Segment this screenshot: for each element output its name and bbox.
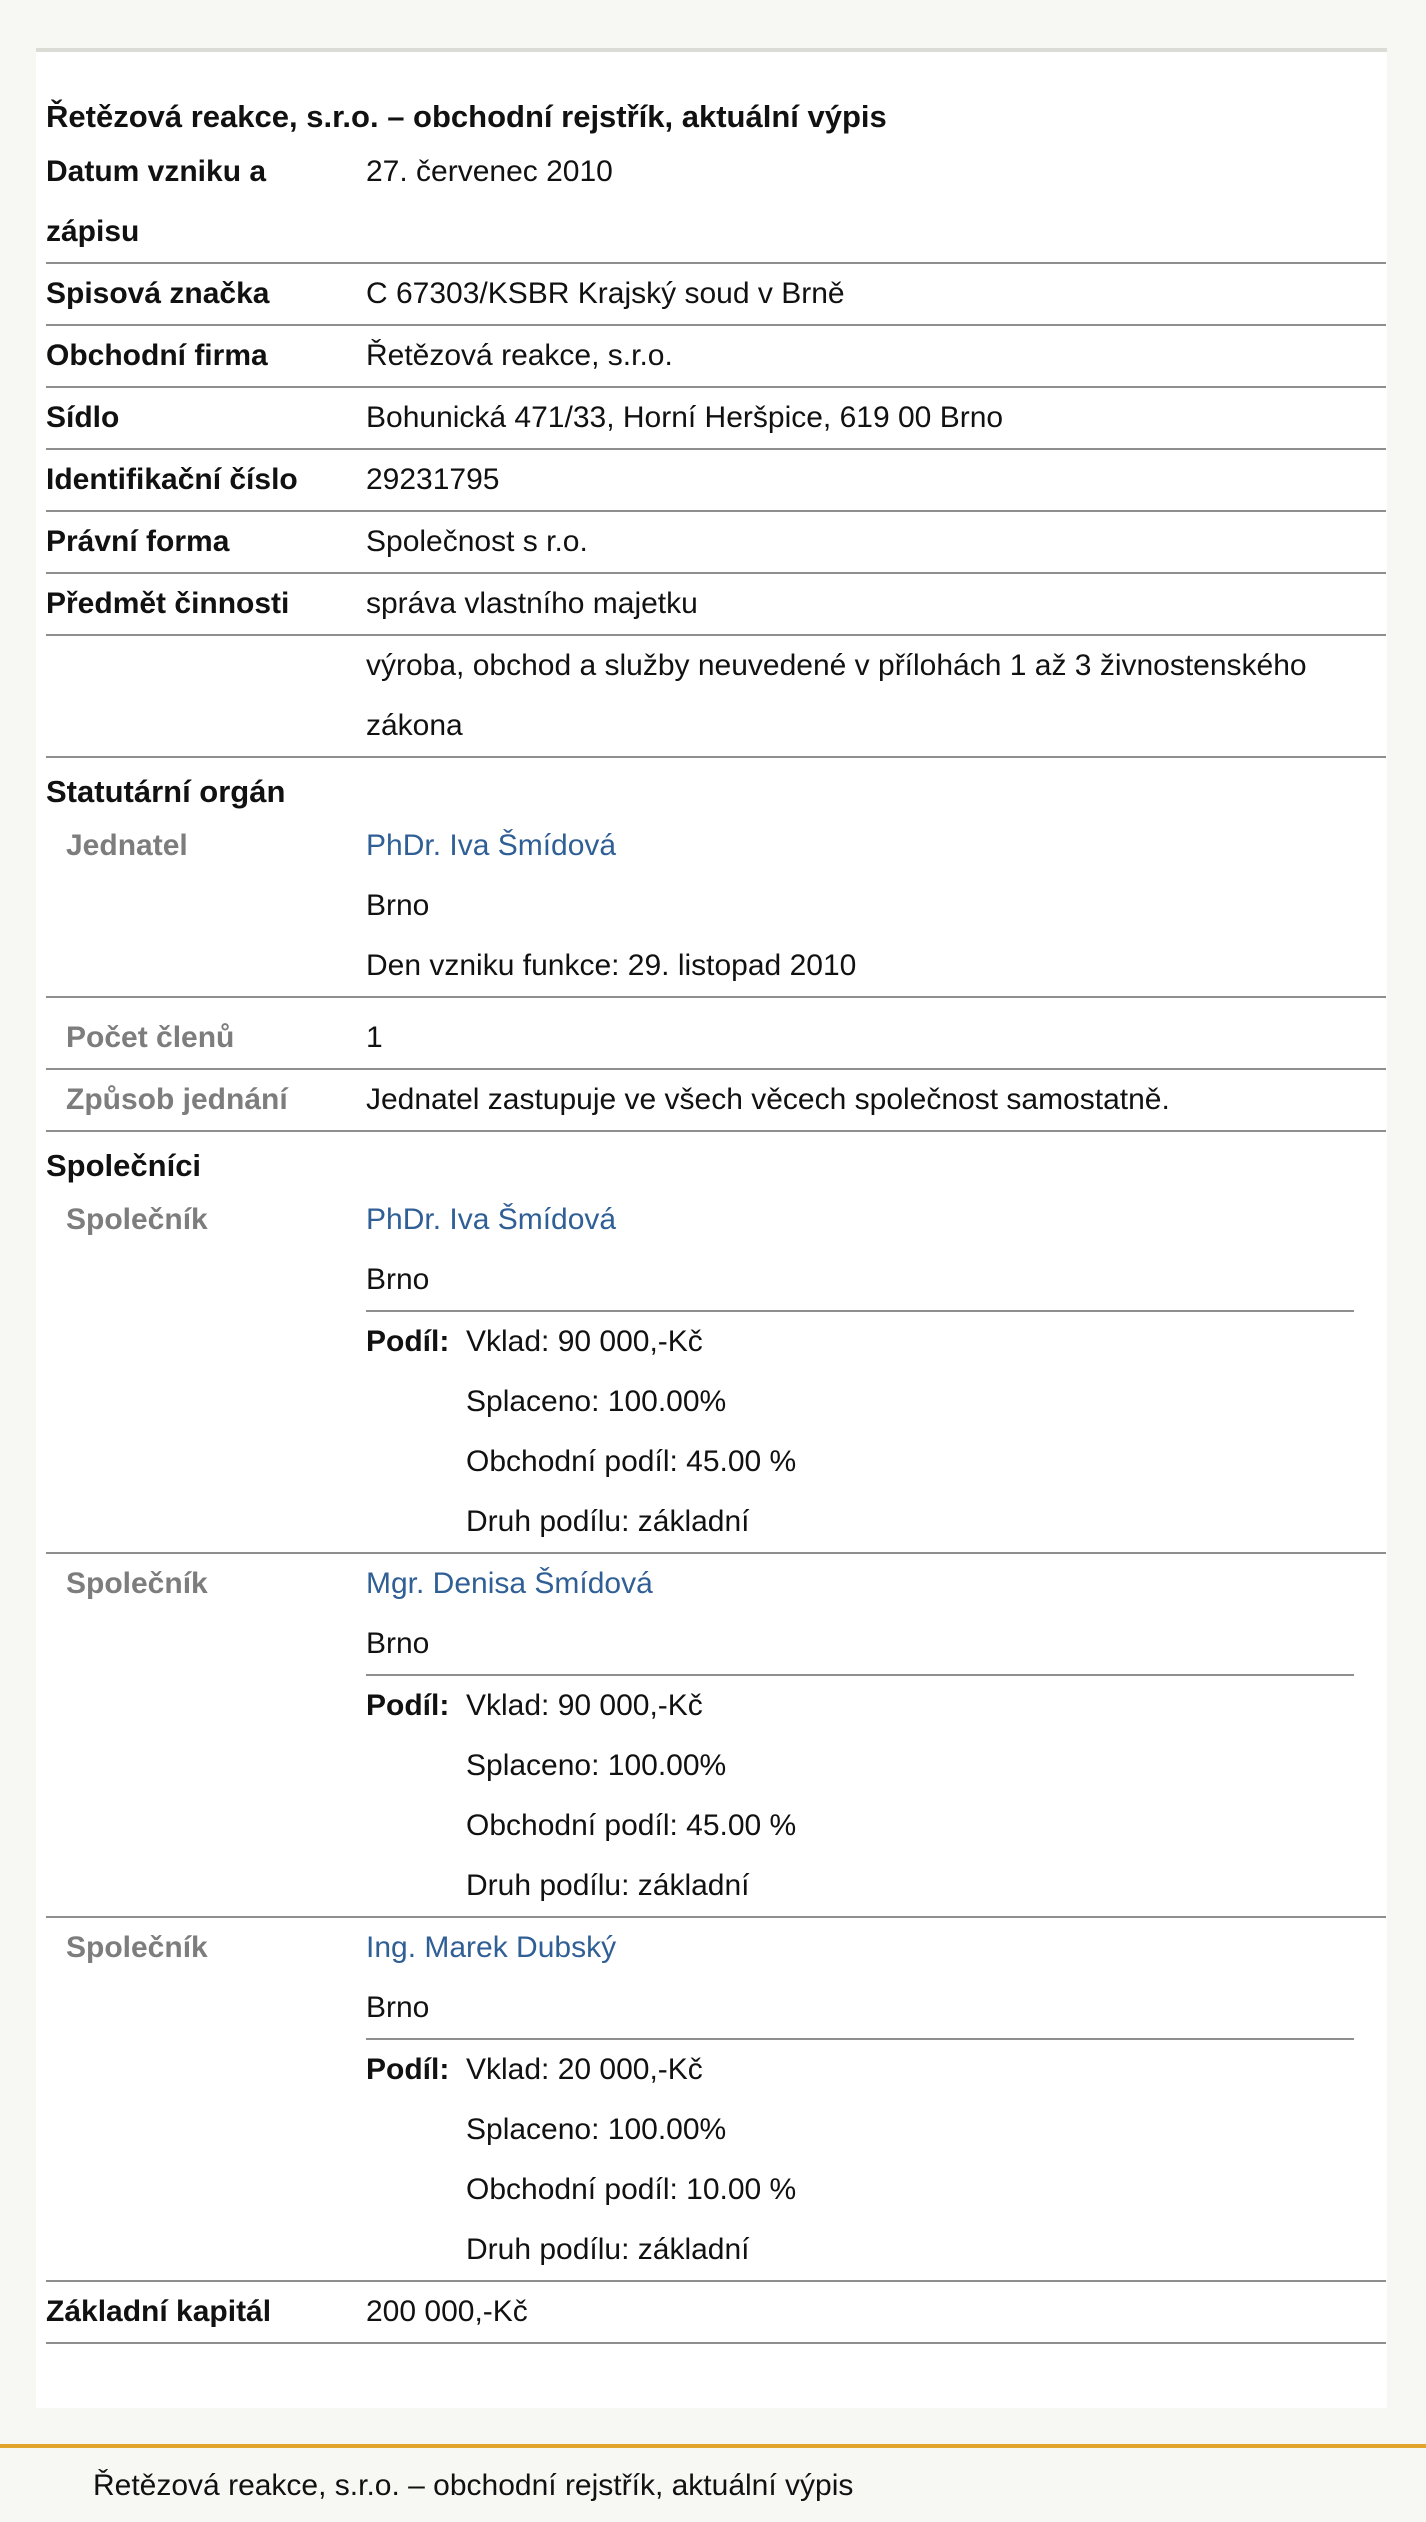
jednatel-since: Den vzniku funkce: 29. listopad 2010 <box>366 949 857 982</box>
podil-druh: Druh podílu: základní <box>466 2233 750 2266</box>
partner-row <box>46 1918 1386 2282</box>
row-datum-vzniku <box>46 142 1386 264</box>
podil-label: Podíl: <box>366 1325 450 1358</box>
partner-city: Brno <box>366 1627 430 1660</box>
footer-bar <box>0 2444 1426 2522</box>
podil-splaceno: Splaceno: 100.00% <box>466 1385 727 1418</box>
podil-druh: Druh podílu: základní <box>466 1505 750 1538</box>
row-identifikacni-cislo <box>46 450 1386 512</box>
row-spisova-znacka <box>46 264 1386 326</box>
row-zpusob-jednani <box>46 1070 1386 1132</box>
value-identifikacni-cislo: 29231795 <box>366 463 500 496</box>
podil-obchodni: Obchodní podíl: 45.00 % <box>466 1809 797 1842</box>
podil-block <box>366 2040 1386 2280</box>
partner-city: Brno <box>366 1991 430 2024</box>
label-spolecnik: Společník <box>66 1567 208 1600</box>
podil-obchodni: Obchodní podíl: 10.00 % <box>466 2173 797 2206</box>
label-zakladni-kapital: Základní kapitál <box>46 2295 272 2328</box>
label-datum-vzniku: Datum vzniku a zápisu <box>46 155 267 248</box>
value-zakladni-kapital: 200 000,-Kč <box>366 2295 528 2328</box>
label-zpusob-jednani: Způsob jednání <box>66 1083 288 1116</box>
podil-splaceno: Splaceno: 100.00% <box>466 2113 727 2146</box>
value-spisova-znacka: C 67303/KSBR Krajský soud v Brně <box>366 277 845 310</box>
label-pravni-forma: Právní forma <box>46 525 230 558</box>
label-spolecnik: Společník <box>66 1203 208 1236</box>
podil-splaceno: Splaceno: 100.00% <box>466 1749 727 1782</box>
section-statutarni-organ: Statutární orgán <box>46 774 286 809</box>
jednatel-name-link[interactable]: PhDr. Iva Šmídová <box>366 829 617 862</box>
label-spisova-znacka: Spisová značka <box>46 277 270 310</box>
partner-name-link[interactable]: Ing. Marek Dubský <box>366 1931 617 1964</box>
label-jednatel: Jednatel <box>66 829 188 862</box>
partner-row <box>46 1554 1386 1918</box>
podil-vklad: Vklad: 20 000,-Kč <box>466 2053 703 2086</box>
podil-label: Podíl: <box>366 1689 450 1722</box>
partner-name-link[interactable]: Mgr. Denisa Šmídová <box>366 1567 653 1600</box>
register-extract-content <box>46 52 1386 2344</box>
predmet-item: výroba, obchod a služby neuvedené v přílohách 1 až 3 živnostenského zákona <box>366 649 1307 742</box>
label-spolecnik: Společník <box>66 1931 208 1964</box>
section-spolecnici: Společníci <box>46 1148 202 1183</box>
row-zakladni-kapital <box>46 2282 1386 2344</box>
row-predmet-cinnosti-2 <box>46 636 1386 758</box>
row-pocet-clenu <box>46 1008 1386 1070</box>
value-obchodni-firma: Řetězová reakce, s.r.o. <box>366 339 673 372</box>
partner-row <box>46 1190 1386 1554</box>
podil-vklad: Vklad: 90 000,-Kč <box>466 1325 703 1358</box>
podil-block <box>366 1312 1386 1552</box>
value-sidlo: Bohunická 471/33, Horní Heršpice, 619 00 Brno <box>366 401 1004 434</box>
podil-vklad: Vklad: 90 000,-Kč <box>466 1689 703 1722</box>
predmet-item: správa vlastního majetku <box>366 587 698 620</box>
row-jednatel <box>46 816 1386 998</box>
label-predmet-cinnosti: Předmět činnosti <box>46 587 290 620</box>
label-pocet-clenu: Počet členů <box>66 1021 235 1054</box>
label-identifikacni-cislo: Identifikační číslo <box>46 463 298 496</box>
podil-block <box>366 1676 1386 1916</box>
footer-title: Řetězová reakce, s.r.o. – obchodní rejstřík, aktuální výpis <box>93 2469 854 2502</box>
podil-druh: Druh podílu: základní <box>466 1869 750 1902</box>
row-obchodni-firma <box>46 326 1386 388</box>
label-sidlo: Sídlo <box>46 401 120 434</box>
row-sidlo <box>46 388 1386 450</box>
page-title: Řetězová reakce, s.r.o. – obchodní rejstřík, aktuální výpis <box>46 99 887 134</box>
partner-name-link[interactable]: PhDr. Iva Šmídová <box>366 1203 617 1236</box>
partner-city: Brno <box>366 1263 430 1296</box>
register-extract-panel <box>36 48 1387 2408</box>
podil-obchodni: Obchodní podíl: 45.00 % <box>466 1445 797 1478</box>
value-pravni-forma: Společnost s r.o. <box>366 525 588 558</box>
podil-label: Podíl: <box>366 2053 450 2086</box>
jednatel-city: Brno <box>366 889 430 922</box>
value-pocet-clenu: 1 <box>366 1021 383 1054</box>
label-obchodni-firma: Obchodní firma <box>46 339 268 372</box>
row-predmet-cinnosti <box>46 574 1386 636</box>
value-datum-vzniku: 27. červenec 2010 <box>366 155 613 188</box>
row-pravni-forma <box>46 512 1386 574</box>
value-zpusob-jednani: Jednatel zastupuje ve všech věcech společnost samostatně. <box>366 1083 1170 1116</box>
